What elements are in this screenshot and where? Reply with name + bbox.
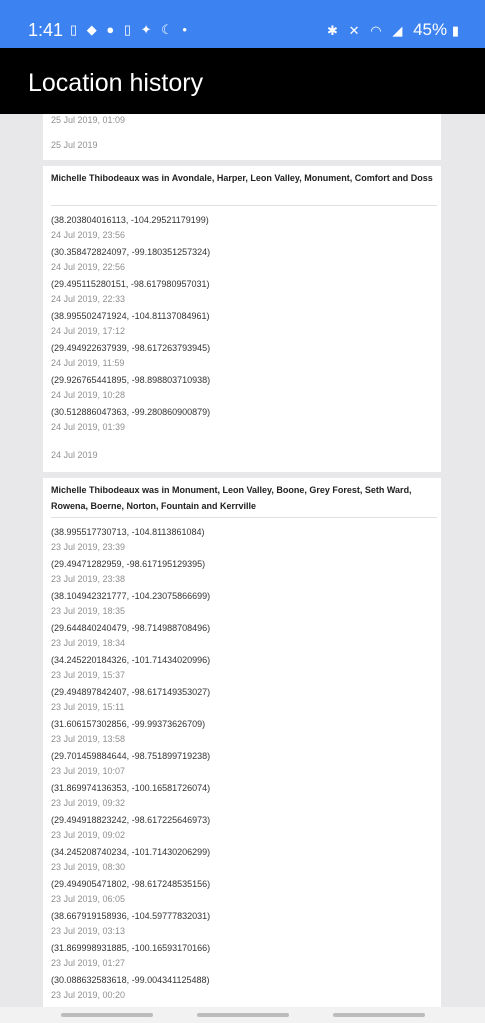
history-card[interactable] bbox=[43, 478, 441, 1007]
entry-time: 23 Jul 2019, 06:05 bbox=[51, 894, 126, 904]
entry-coordinates: (29.494918823242, -98.617225646973) bbox=[51, 815, 211, 825]
app-bar bbox=[0, 48, 485, 114]
entry-coordinates: (30.088632583618, -99.004341125488) bbox=[51, 975, 210, 985]
home-button[interactable] bbox=[197, 1013, 289, 1017]
entry-time: 23 Jul 2019, 09:02 bbox=[51, 830, 126, 840]
wifi-icon: ◠ bbox=[370, 23, 382, 38]
entry-time: 23 Jul 2019, 03:13 bbox=[51, 926, 126, 936]
entry-time: 23 Jul 2019, 18:35 bbox=[51, 606, 126, 616]
entry-time: 23 Jul 2019, 08:30 bbox=[51, 862, 126, 872]
entry-time: 23 Jul 2019, 23:38 bbox=[51, 574, 126, 584]
entry-time: 23 Jul 2019, 15:37 bbox=[51, 670, 126, 680]
battery-icon: ▮ bbox=[451, 23, 459, 38]
entry-coordinates: (29.494922637939, -98.617263793945) bbox=[51, 343, 211, 353]
entry-coordinates: (34.245208740234, -101.71430206299) bbox=[51, 847, 211, 857]
entry-coordinates: (30.512886047363, -99.280860900879) bbox=[51, 407, 211, 417]
entry-coordinates: (31.869998931885, -100.16593170166) bbox=[51, 943, 211, 953]
entry-coordinates: (38.667919158936, -104.59777832031) bbox=[51, 911, 211, 921]
entry-coordinates: (29.701459884644, -98.751899719238) bbox=[51, 751, 211, 761]
entry-time: 24 Jul 2019, 17:12 bbox=[51, 326, 126, 336]
entry-coordinates: (38.995502471924, -104.81137084961) bbox=[51, 311, 210, 321]
card-date: 25 Jul 2019 bbox=[51, 140, 98, 150]
card-title: Michelle Thibodeaux was in Avondale, Harper, Leon Valley, Monument, Comfort and Doss bbox=[51, 173, 433, 183]
entry-time: 23 Jul 2019, 15:11 bbox=[51, 702, 125, 712]
entry-coordinates: (30.358472824097, -99.180351257324) bbox=[51, 247, 211, 257]
mute-icon: ✕ bbox=[348, 23, 360, 38]
entry-coordinates: (31.869974136353, -100.16581726074) bbox=[51, 783, 211, 793]
entry-time: 23 Jul 2019, 01:27 bbox=[51, 958, 126, 968]
card-date: 24 Jul 2019 bbox=[51, 450, 98, 460]
history-card[interactable] bbox=[43, 114, 441, 160]
entry-coordinates: (29.494897842407, -98.617149353027) bbox=[51, 687, 211, 697]
navigation-bar bbox=[0, 1007, 485, 1023]
entry-coordinates: (38.104942321777, -104.23075866699) bbox=[51, 591, 211, 601]
entry-coordinates: (29.495115280151, -98.617980957031) bbox=[51, 279, 210, 289]
entry-coordinates: (31.606157302856, -99.99373626709) bbox=[51, 719, 206, 729]
page-title: Location history bbox=[28, 69, 204, 97]
entry-time: 24 Jul 2019, 23:56 bbox=[51, 230, 126, 240]
system-indicators bbox=[327, 20, 465, 40]
entry-coordinates: (29.926765441895, -98.898803710938) bbox=[51, 375, 211, 385]
entry-coordinates: (29.49471282959, -98.617195129395) bbox=[51, 559, 206, 569]
entry-time: 23 Jul 2019, 13:58 bbox=[51, 734, 126, 744]
bluetooth-icon: ✱ bbox=[326, 23, 338, 38]
history-list[interactable] bbox=[0, 114, 485, 1007]
back-button[interactable] bbox=[333, 1013, 425, 1017]
history-card[interactable] bbox=[43, 166, 441, 472]
battery-percent: 45% bbox=[413, 20, 448, 39]
entry-time: 23 Jul 2019, 18:34 bbox=[51, 638, 126, 648]
entry-time: 24 Jul 2019, 22:33 bbox=[51, 294, 126, 304]
notification-icons: ▯ ◆ ● ▯ ✦ ☾ • bbox=[70, 22, 190, 37]
entry-time: 24 Jul 2019, 10:28 bbox=[51, 390, 126, 400]
entry-time: 23 Jul 2019, 23:39 bbox=[51, 542, 126, 552]
entry-time: 23 Jul 2019, 10:07 bbox=[51, 766, 126, 776]
entry-coordinates: (38.995517730713, -104.8113861084) bbox=[51, 527, 205, 537]
card-divider bbox=[51, 205, 437, 206]
card-title: Michelle Thibodeaux was in Monument, Leon Valley, Boone, Grey Forest, Seth Ward, Rowena, Boerne, Norton, Fountain and Kerrville bbox=[51, 485, 412, 511]
entry-time: 24 Jul 2019, 01:39 bbox=[51, 422, 126, 432]
entry-time: 24 Jul 2019, 22:56 bbox=[51, 262, 126, 272]
status-bar bbox=[0, 0, 485, 48]
entry-time: 25 Jul 2019, 01:09 bbox=[51, 115, 126, 125]
entry-coordinates: (38.203804016113, -104.29521179199) bbox=[51, 215, 209, 225]
entry-time: 24 Jul 2019, 11:59 bbox=[51, 358, 125, 368]
status-time: 1:41 bbox=[28, 20, 64, 40]
entry-time: 23 Jul 2019, 00:20 bbox=[51, 990, 126, 1000]
entry-coordinates: (29.644840240479, -98.714988708496) bbox=[51, 623, 211, 633]
entry-coordinates: (29.494905471802, -98.617248535156) bbox=[51, 879, 211, 889]
card-divider bbox=[51, 517, 437, 518]
entry-time: 23 Jul 2019, 09:32 bbox=[51, 798, 126, 808]
entry-coordinates: (34.245220184326, -101.71434020996) bbox=[51, 655, 211, 665]
signal-icon: ◢ bbox=[392, 23, 403, 38]
recents-button[interactable] bbox=[61, 1013, 153, 1017]
